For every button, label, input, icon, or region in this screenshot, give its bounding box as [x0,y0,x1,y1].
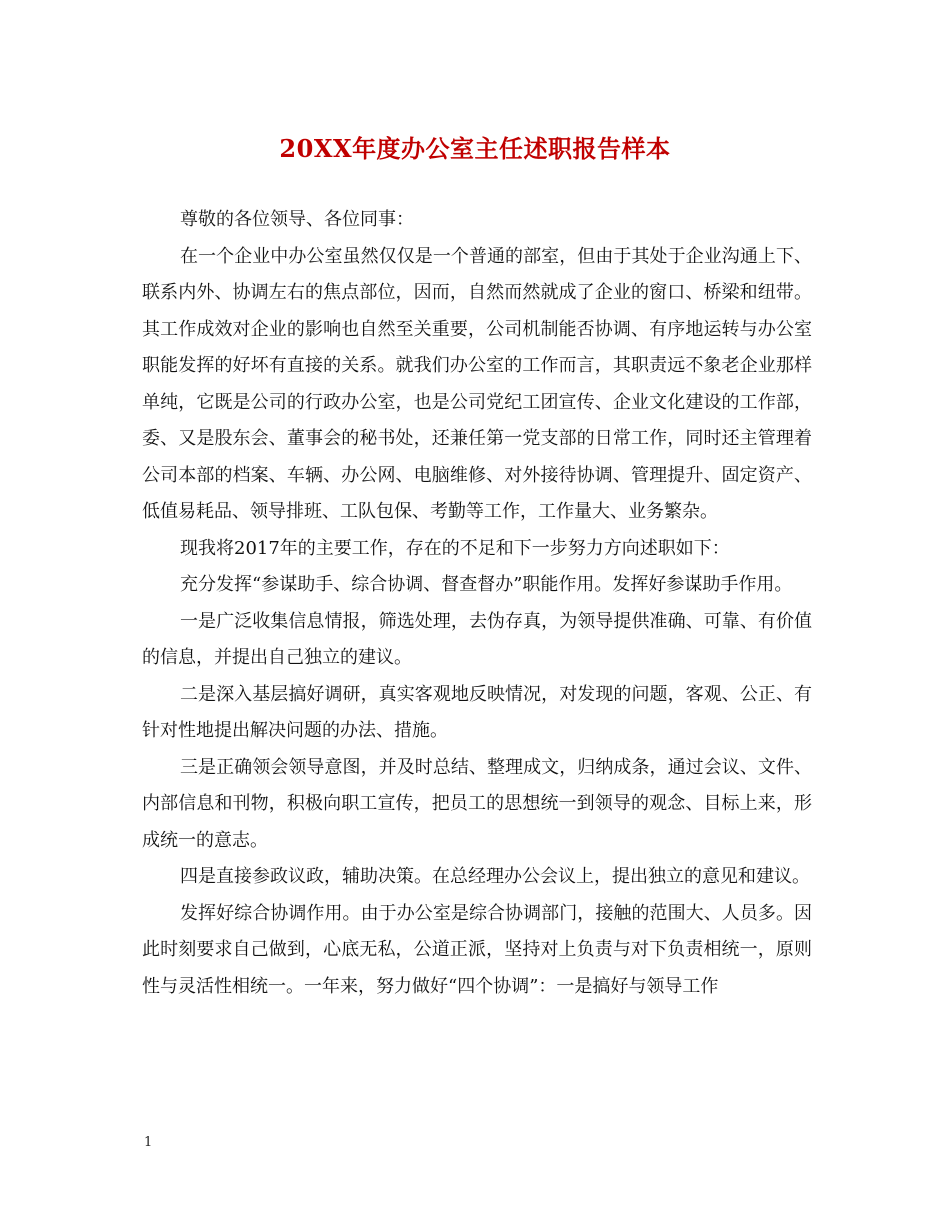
salutation-paragraph: 尊敬的各位领导、各位同事： [180,209,414,230]
intro-paragraph: 在一个企业中办公室虽然仅仅是一个普通的部室，但由于其处于企业沟通上下、联系内外、协调左右的焦点部位，因而，自然而然就成了企业的窗口、桥梁和纽带。其工作成效对企业的影响也自然至关重要，公司机制能否协调、有序地运转与办公室职能发挥的好坏有直接的关系。就我们办公室的工作而言，其职责远不象老企业那样单纯，它既是公司的行政办公室，也是公司党纪工团宣传、企业文化建设的工作部，委、又是股东会、董事会的秘书处，还兼任第一党支部的日常工作，同时还主管理着公司本部的档案、车辆、办公网、电脑维修、对外接待协调、管理提升、固定资产、低值易耗品、领导排班、工队包保、考勤等工作，工作量大、业务繁杂。 [142,245,812,522]
point-four-paragraph: 四是直接参政议政，辅助决策。在总经理办公会议上，提出独立的意见和建议。 [180,866,810,887]
document-body [142,202,812,1005]
report-lead-paragraph: 现我将2017年的主要工作，存在的不足和下一步努力方向述职如下： [180,537,730,559]
function-paragraph: 充分发挥“参谋助手、综合协调、督查督办”职能作用。发挥好参谋助手作用。 [180,574,793,595]
document-title: 20XX年度办公室主任述职报告样本 [279,134,671,163]
point-one-paragraph: 一是广泛收集信息情报，筛选处理，去伪存真，为领导提供准确、可靠、有价值的信息，并提出自己独立的建议。 [142,610,812,668]
coordination-paragraph: 发挥好综合协调作用。由于办公室是综合协调部门，接触的范围大、人员多。因此时刻要求自己做到，心底无私，公道正派，坚持对上负责与对下负责相统一，原则性与灵活性相统一。一年来，努力做好“四个协调”：一是搞好与领导工作 [142,902,812,997]
point-two-paragraph: 二是深入基层搞好调研，真实客观地反映情况，对发现的问题，客观、公正、有针对性地提出解决问题的办法、措施。 [142,683,812,741]
page-number: 1 [144,1135,153,1150]
point-three-paragraph: 三是正确领会领导意图，并及时总结、整理成文，归纳成条，通过会议、文件、内部信息和刊物，积极向职工宣传，把员工的思想统一到领导的观念、目标上来，形成统一的意志。 [142,756,812,851]
